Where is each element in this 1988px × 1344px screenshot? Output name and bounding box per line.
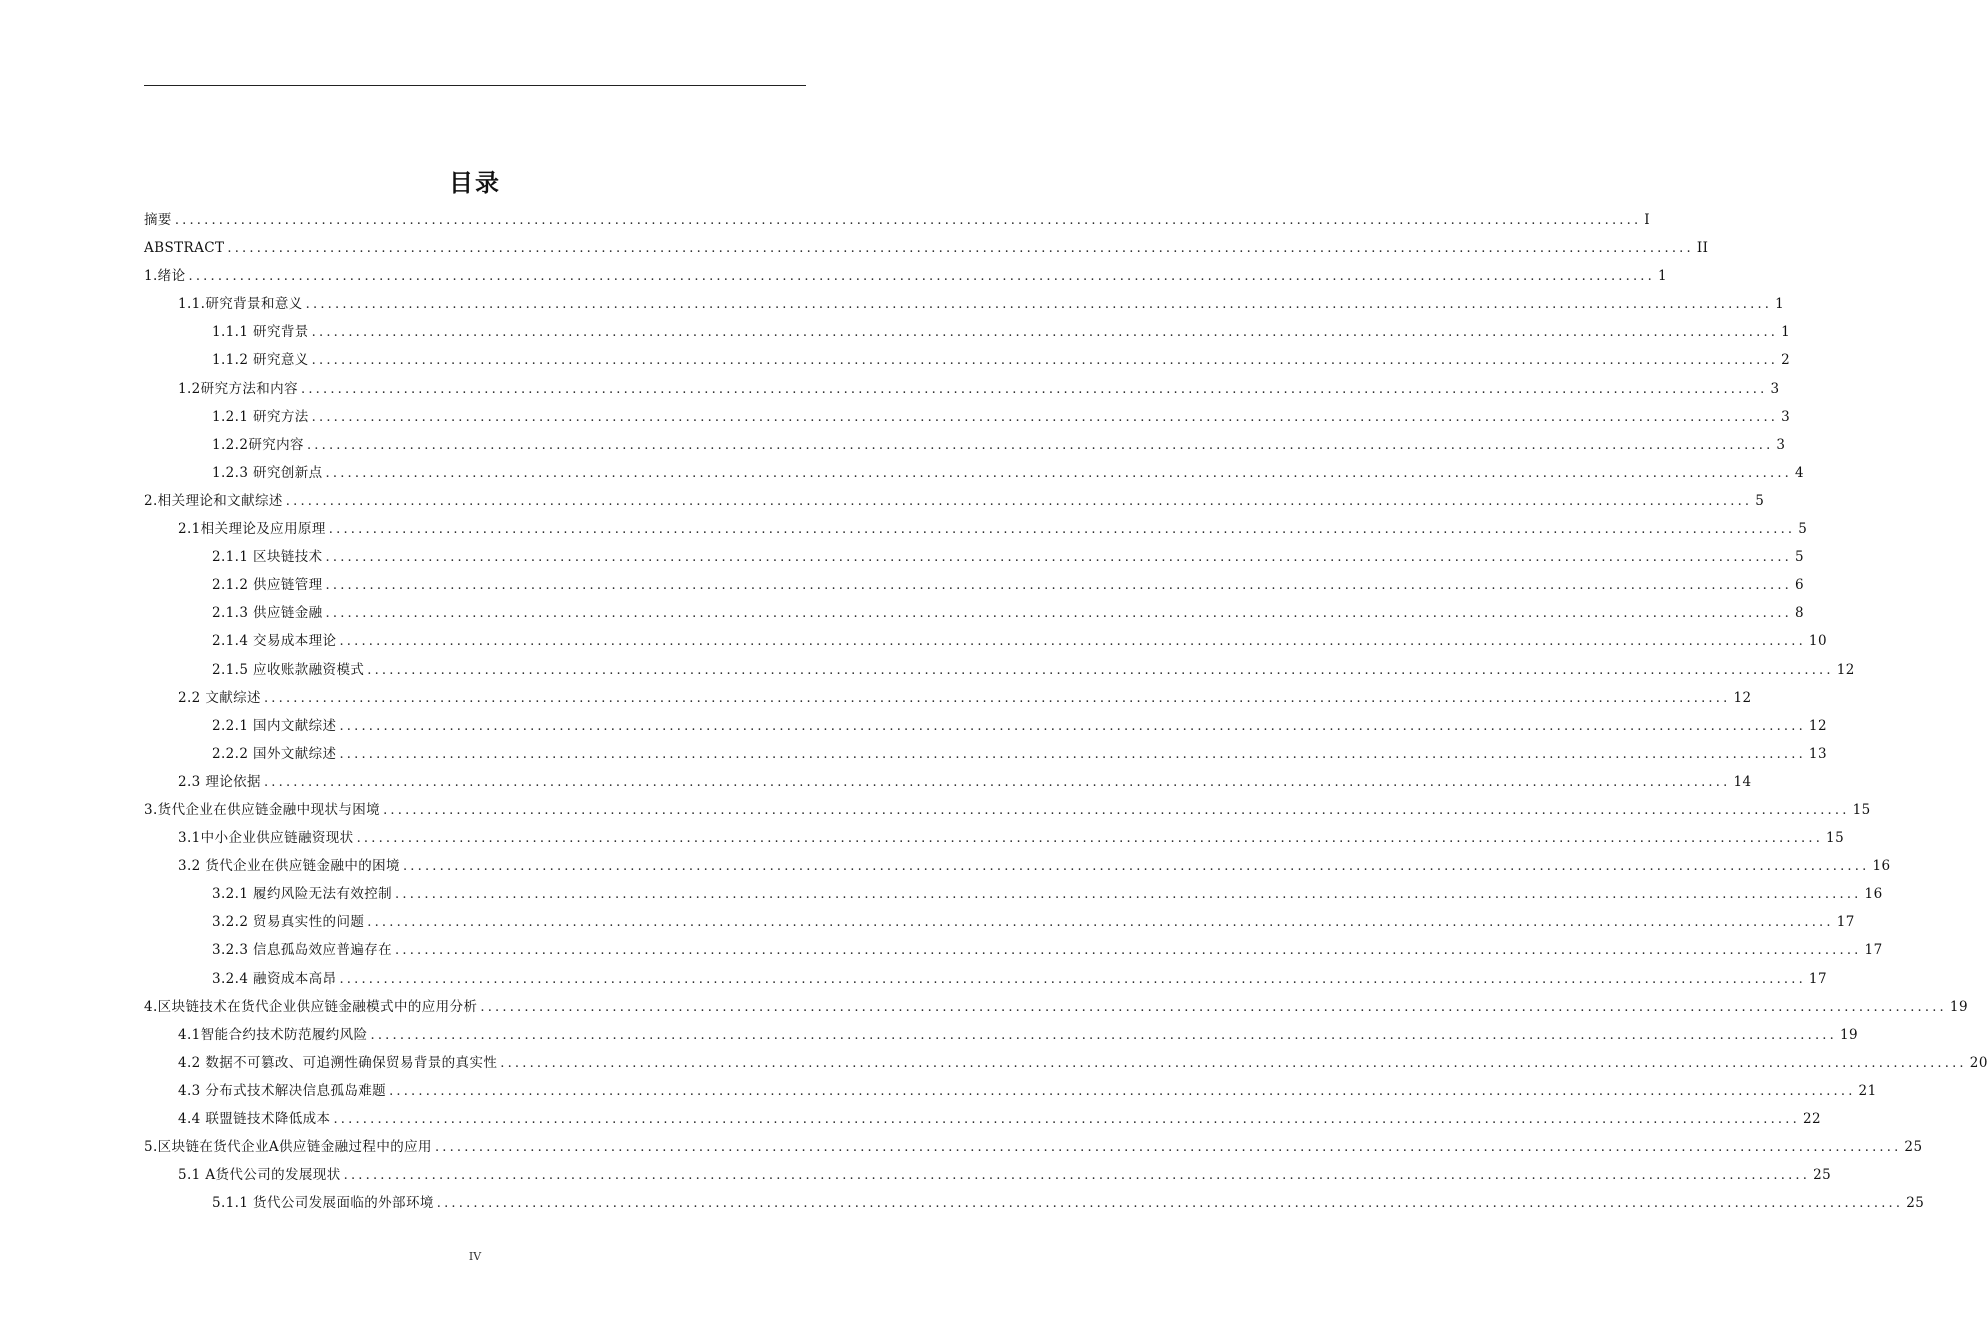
toc-entry[interactable] [144,684,1752,712]
dot-leader: ........................................................................................................................................................................................................ [311,325,1779,341]
toc-entry-label: 2.1.2 供应链管理 [212,577,323,594]
toc-entry-page: 15 [1852,801,1871,818]
toc-entry-label: 4.1智能合约技术防范履约风险 [178,1026,368,1043]
toc-entry[interactable] [144,880,1883,908]
toc-entry-label: ABSTRACT [144,240,225,257]
toc-entry-page: 25 [1904,1139,1923,1156]
toc-entry-page: 6 [1795,577,1805,594]
toc-entry[interactable] [144,1189,1925,1217]
toc-entry[interactable] [144,656,1855,684]
toc-entry-page: 3 [1770,380,1780,397]
dot-leader: ........................................................................................................................................................................................................ [300,381,1768,397]
toc-entry-page: 2 [1781,352,1791,369]
dot-leader: ........................................................................................................................................................................................................ [395,887,1862,903]
toc-entry-label: 4.3 分布式技术解决信息孤岛难题 [178,1082,387,1099]
toc-entry-label: 1.2.2研究内容 [212,436,304,453]
toc-entry-label: 3.2.4 融资成本高昂 [212,970,337,987]
toc-entry-page: 4 [1795,464,1805,481]
toc-entry-label: 3.货代企业在供应链金融中现状与困境 [144,801,381,818]
toc-entry[interactable] [144,262,1668,290]
toc-entry[interactable] [144,1161,1832,1189]
toc-entry[interactable] [144,206,1651,234]
table-of-contents [144,206,1988,1217]
toc-entry-page: 5 [1798,521,1808,538]
toc-entry-label: 2.1.3 供应链金融 [212,605,323,622]
dot-leader: ........................................................................................................................................................................................................ [339,634,1806,650]
dot-leader: ........................................................................................................................................................................................................ [325,550,1793,566]
toc-entry-page: 17 [1808,970,1828,987]
dot-leader: ........................................................................................................................................................................................................ [188,269,1655,285]
toc-entry[interactable] [144,431,1786,459]
dot-leader: ........................................................................................................................................................................................................ [339,746,1806,762]
toc-entry[interactable] [144,375,1780,403]
dot-leader: ........................................................................................................................................................................................................ [325,465,1793,481]
dot-leader: ........................................................................................................................................................................................................ [480,999,1947,1015]
dot-leader: ........................................................................................................................................................................................................ [383,802,1850,818]
dot-leader: ........................................................................................................................................................................................................ [339,718,1806,734]
toc-entry-page: 17 [1836,914,1855,931]
toc-entry-page: 8 [1795,605,1805,622]
toc-entry[interactable] [144,993,1969,1021]
toc-entry[interactable] [144,824,1845,852]
toc-entry[interactable] [144,740,1828,768]
toc-entry-label: 3.1中小企业供应链融资现状 [178,830,354,847]
toc-entry-label: 2.2 文献综述 [178,689,261,706]
toc-entry-label: 1.绪论 [144,268,186,285]
toc-entry-label: 1.2.3 研究创新点 [212,464,323,481]
toc-entry-label: 1.2研究方法和内容 [178,380,298,397]
dot-leader: ........................................................................................................................................................................................................ [263,690,1731,706]
dot-leader: ........................................................................................................................................................................................................ [306,437,1774,453]
toc-entry-page: 12 [1733,689,1752,706]
toc-entry-page: 1 [1781,324,1791,341]
toc-entry-page: 21 [1858,1082,1877,1099]
dot-leader: ........................................................................................................................................................................................................ [311,409,1779,425]
toc-entry-page: 1 [1657,268,1668,285]
toc-entry-label: 2.3 理论依据 [178,773,261,790]
toc-entry-page: 20 [1969,1054,1988,1071]
toc-entry-page: 12 [1836,661,1855,678]
toc-entry-label: 3.2.1 履约风险无法有效控制 [212,886,393,903]
toc-entry-page: 15 [1826,830,1845,847]
dot-leader: ........................................................................................................................................................................................................ [285,493,1753,509]
toc-entry-page: 22 [1802,1111,1822,1127]
toc-entry-page: 25 [1813,1167,1832,1184]
toc-entry[interactable] [144,908,1855,936]
toc-entry-page: 12 [1808,717,1828,734]
toc-entry[interactable] [144,290,1785,318]
toc-entry-label: 4.4 联盟链技术降低成本 [178,1111,331,1127]
toc-entry-page: 19 [1949,998,1969,1015]
toc-entry-label: 2.1.4 交易成本理论 [212,633,337,650]
toc-entry-page: 5 [1755,492,1765,509]
dot-leader: ........................................................................................................................................................................................................ [343,1168,1811,1184]
dot-leader: ........................................................................................................................................................................................................ [370,1027,1837,1043]
dot-leader: ........................................................................................................................................................................................................ [367,662,1834,678]
dot-leader: ........................................................................................................................................................................................................ [325,606,1793,622]
toc-entry[interactable] [144,1049,1988,1077]
toc-entry-label: 1.1.1 研究背景 [212,324,309,341]
toc-entry[interactable] [144,346,1791,374]
dot-leader: ........................................................................................................................................................................................................ [174,213,1642,228]
toc-entry-page: 19 [1839,1026,1859,1043]
dot-leader: ........................................................................................................................................................................................................ [500,1055,1967,1071]
page-title: 目录 [449,169,501,197]
dot-leader: ........................................................................................................................................................................................................ [328,522,1796,538]
toc-entry-label: 5.1.1 货代公司发展面临的外部环境 [212,1195,434,1212]
dot-leader: ........................................................................................................................................................................................................ [339,971,1806,987]
dot-leader: ........................................................................................................................................................................................................ [263,774,1731,790]
toc-entry[interactable] [144,1077,1877,1105]
toc-entry-label: 4.2 数据不可篡改、可追溯性确保贸易背景的真实性 [178,1054,498,1071]
toc-entry-label: 3.2 货代企业在供应链金融中的困境 [178,858,400,875]
toc-entry[interactable] [144,234,1709,262]
toc-entry[interactable] [144,1105,1822,1133]
toc-entry-label: 2.1相关理论及应用原理 [178,521,326,538]
toc-entry[interactable] [144,403,1791,431]
toc-entry[interactable] [144,852,1891,880]
toc-entry-label: 1.2.1 研究方法 [212,408,309,425]
toc-entry[interactable] [144,459,1805,487]
toc-entry-label: 5.1 A货代公司的发展现状 [178,1167,341,1184]
dot-leader: ........................................................................................................................................................................................................ [333,1112,1800,1127]
toc-entry-label: 4.区块链技术在货代企业供应链金融模式中的应用分析 [144,998,478,1015]
toc-entry-page: II [1696,240,1709,257]
toc-entry[interactable] [144,1133,1923,1161]
toc-entry-label: 摘要 [144,212,172,228]
toc-entry-page: 5 [1795,549,1805,566]
toc-entry[interactable] [144,487,1765,515]
toc-entry[interactable] [144,599,1805,627]
toc-entry-label: 2.相关理论和文献综述 [144,492,283,509]
toc-entry[interactable] [144,712,1828,740]
toc-entry-page: 13 [1808,745,1828,762]
toc-entry-label: 1.1.研究背景和意义 [178,296,303,313]
toc-entry-page: 3 [1781,408,1791,425]
dot-leader: ........................................................................................................................................................................................................ [395,943,1862,959]
dot-leader: ........................................................................................................................................................................................................ [305,297,1773,313]
dot-leader: ........................................................................................................................................................................................................ [434,1140,1902,1156]
toc-entry[interactable] [144,936,1883,964]
toc-entry-page: 17 [1864,942,1883,959]
dot-leader: ........................................................................................................................................................................................................ [227,241,1694,257]
toc-entry[interactable] [144,768,1752,796]
toc-entry-page: 25 [1906,1195,1925,1212]
toc-entry-page: 1 [1775,296,1785,313]
dot-leader: ........................................................................................................................................................................................................ [367,915,1834,931]
toc-entry-label: 2.1.1 区块链技术 [212,549,323,566]
toc-entry-page: 3 [1776,436,1786,453]
toc-entry[interactable] [144,796,1871,824]
dot-leader: ........................................................................................................................................................................................................ [325,578,1793,594]
toc-entry[interactable] [144,1021,1859,1049]
toc-entry[interactable] [144,571,1805,599]
page-number: IV [468,1250,482,1263]
toc-entry[interactable] [144,965,1828,993]
dot-leader: ........................................................................................................................................................................................................ [402,859,1870,875]
toc-entry-page: 14 [1733,773,1752,790]
toc-entry[interactable] [144,627,1828,655]
toc-entry[interactable] [144,318,1791,346]
toc-entry-label: 3.2.3 信息孤岛效应普遍存在 [212,942,393,959]
toc-entry-label: 2.2.1 国内文献综述 [212,717,337,734]
header-rule [144,85,806,86]
toc-entry-page: I [1644,212,1651,228]
dot-leader: ........................................................................................................................................................................................................ [389,1083,1856,1099]
toc-entry[interactable] [144,543,1805,571]
toc-entry-page: 16 [1864,886,1883,903]
dot-leader: ........................................................................................................................................................................................................ [311,353,1779,369]
toc-entry-label: 3.2.2 贸易真实性的问题 [212,914,365,931]
toc-entry-label: 2.2.2 国外文献综述 [212,745,337,762]
dot-leader: ........................................................................................................................................................................................................ [356,831,1824,847]
dot-leader: ........................................................................................................................................................................................................ [436,1196,1904,1212]
toc-entry-page: 10 [1808,633,1828,650]
toc-entry-label: 2.1.5 应收账款融资模式 [212,661,365,678]
toc-entry[interactable] [144,515,1808,543]
toc-entry-page: 16 [1872,858,1891,875]
toc-entry-label: 5.区块链在货代企业A供应链金融过程中的应用 [144,1139,432,1156]
toc-entry-label: 1.1.2 研究意义 [212,352,309,369]
